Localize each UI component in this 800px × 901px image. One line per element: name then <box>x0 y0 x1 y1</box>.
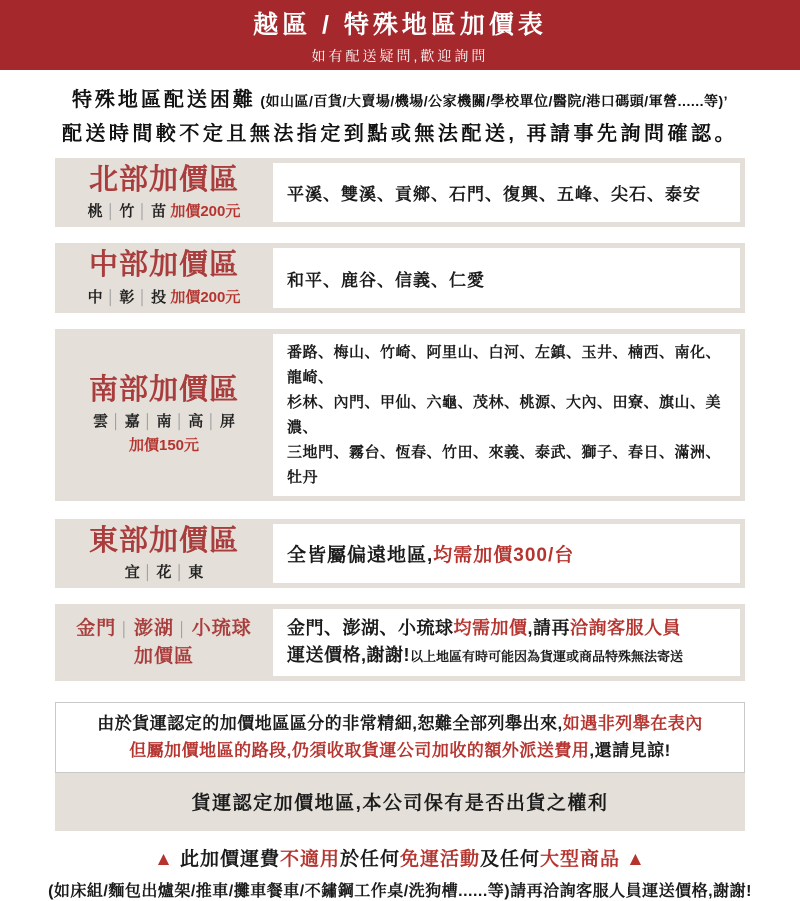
row-south-areas-line-2: 杉林、內門、甲仙、六龜、茂林、桃源、大內、田寮、旗山、美濃、 <box>287 393 722 436</box>
row-east-note-black: 全皆屬偏遠地區, <box>287 544 434 566</box>
row-central-counties <box>88 286 241 307</box>
row-east-label-cell <box>55 519 273 588</box>
county: 投 <box>151 288 167 306</box>
row-east-counties <box>125 561 204 582</box>
desc-small-note: 以上地區有時可能因為貨運或商品特殊無法寄送 <box>410 649 684 665</box>
row-central-areas: 和平、鹿谷、信義、仁愛 <box>287 270 485 290</box>
county: 宜 <box>124 564 140 582</box>
row-central-label-cell <box>55 243 273 312</box>
island: 小琉球 <box>191 617 252 639</box>
notice-line-1 <box>56 710 744 737</box>
row-central-surcharge: 加價200元 <box>170 288 241 306</box>
carrier-notice-box <box>55 702 745 773</box>
rights-statement-band: 貨運認定加價地區,本公司保有是否出貨之權利 <box>55 773 745 831</box>
page-title: 越區 / 特殊地區加價表 <box>253 10 547 39</box>
county: 南 <box>156 413 172 431</box>
row-north-areas-cell <box>273 163 740 222</box>
warn-red: 不適用 <box>279 849 340 871</box>
row-islands-areas-cell <box>273 609 740 676</box>
row-east-areas-cell <box>273 524 740 583</box>
row-north-title: 北部加價區 <box>88 164 239 196</box>
warn-black: 此加價運費 <box>179 849 280 871</box>
desc-black: 運送價格,謝謝! <box>287 645 410 666</box>
page-subtitle: 如有配送疑問,歡迎詢問 <box>311 47 489 64</box>
table-row-central <box>55 243 745 312</box>
row-east-note-red: 均需加價300/台 <box>433 544 575 566</box>
divider: │ <box>175 413 185 430</box>
row-central-title: 中部加價區 <box>88 249 239 282</box>
county: 彰 <box>119 288 135 306</box>
row-islands-label-cell <box>55 604 273 681</box>
row-east-title: 東部加價區 <box>88 524 239 557</box>
surcharge-table <box>55 158 745 681</box>
row-islands-title-line-1 <box>76 615 252 643</box>
divider: │ <box>207 413 217 430</box>
row-south-surcharge: 加價150元 <box>128 437 200 455</box>
notice-line-2-red: 但屬加價地區的路段,仍須收取貨運公司加收的額外派送費用 <box>129 741 590 761</box>
row-north-surcharge: 加價200元 <box>170 203 241 221</box>
warn-black: 及任何 <box>480 849 541 871</box>
row-north-label-cell <box>55 158 273 227</box>
warning-triangle-icon: ▲ <box>154 849 174 871</box>
county: 東 <box>188 564 204 582</box>
row-north-counties <box>88 200 241 221</box>
county: 桃 <box>87 203 103 221</box>
row-south-areas-line-1: 番路、梅山、竹崎、阿里山、白河、左鎮、玉井、楠西、南化、龍崎、 <box>287 343 722 386</box>
intro-line-2: 配送時間較不定且無法指定到點或無法配送, 再請事先詢問確認。 <box>61 123 739 145</box>
notice-line-2-black: ,還請見諒! <box>589 741 671 761</box>
county: 竹 <box>119 203 135 221</box>
divider: │ <box>106 203 116 220</box>
divider: │ <box>178 620 188 637</box>
divider: │ <box>138 203 148 220</box>
county: 雲 <box>92 413 108 431</box>
row-islands-desc-line-2 <box>287 642 734 670</box>
footer-examples-note: (如床組/麵包出爐架/推車/攤車餐車/不鏽鋼工作桌/洗狗槽......等)請再洽詢客服人員運送價格,謝謝! <box>48 883 752 901</box>
divider: │ <box>143 413 153 430</box>
county: 中 <box>87 288 103 306</box>
divider: │ <box>143 564 153 581</box>
desc-red: 洽詢客服人員 <box>570 618 682 639</box>
intro-note <box>24 83 776 146</box>
notice-line-1-black: 由於貨運認定的加價地區區分的非常精細,恕難全部列舉出來, <box>97 714 563 734</box>
desc-black: 金門、澎湖、小琉球 <box>287 618 454 639</box>
notice-line-1-red: 如遇非列舉在表內 <box>562 714 703 734</box>
intro-line-1-main: 特殊地區配送困難 <box>71 89 256 111</box>
table-row-east <box>55 519 745 588</box>
warning-triangle-icon: ▲ <box>626 849 646 871</box>
county: 花 <box>156 564 172 582</box>
divider: │ <box>138 288 148 305</box>
row-south-label-cell <box>55 329 273 501</box>
row-central-areas-cell <box>273 248 740 307</box>
divider: │ <box>175 564 185 581</box>
row-north-areas: 平溪、雙溪、貢鄉、石門、復興、五峰、尖石、泰安 <box>287 185 701 205</box>
row-islands-desc-line-1 <box>287 615 734 642</box>
row-south-areas-cell <box>273 334 740 496</box>
divider: │ <box>120 620 130 637</box>
intro-line-1-paren: (如山區/百貨/大賣場/機場/公家機關/學校單位/醫院/港口碼頭/軍營......等)’ <box>260 93 729 109</box>
divider: │ <box>106 288 116 305</box>
intro-line-1 <box>24 83 776 112</box>
island: 澎湖 <box>133 617 174 639</box>
row-east-note <box>287 540 734 567</box>
island: 金門 <box>76 617 117 639</box>
table-row-north <box>55 158 745 227</box>
notice-line-2 <box>56 737 744 764</box>
county: 苗 <box>151 203 167 221</box>
warn-red: 大型商品 <box>540 849 621 871</box>
table-row-south <box>55 329 745 501</box>
desc-red: 均需加價 <box>453 618 528 639</box>
desc-black: ,請再 <box>527 618 571 639</box>
county: 高 <box>188 413 204 431</box>
county: 嘉 <box>124 413 140 431</box>
row-south-counties <box>93 410 235 431</box>
row-south-areas-line-3: 三地門、霧台、恆春、竹田、來義、泰武、獅子、春日、滿洲、牡丹 <box>287 443 722 486</box>
header-banner <box>0 0 800 70</box>
warn-black: 於任何 <box>339 849 400 871</box>
row-south-title: 南部加價區 <box>88 374 239 407</box>
warn-red: 免運活動 <box>400 849 481 871</box>
exclusion-warning <box>0 844 800 871</box>
row-islands-title-line-2: 加價區 <box>133 645 194 667</box>
county: 屏 <box>220 413 236 431</box>
table-row-islands <box>55 604 745 681</box>
divider: │ <box>111 413 121 430</box>
